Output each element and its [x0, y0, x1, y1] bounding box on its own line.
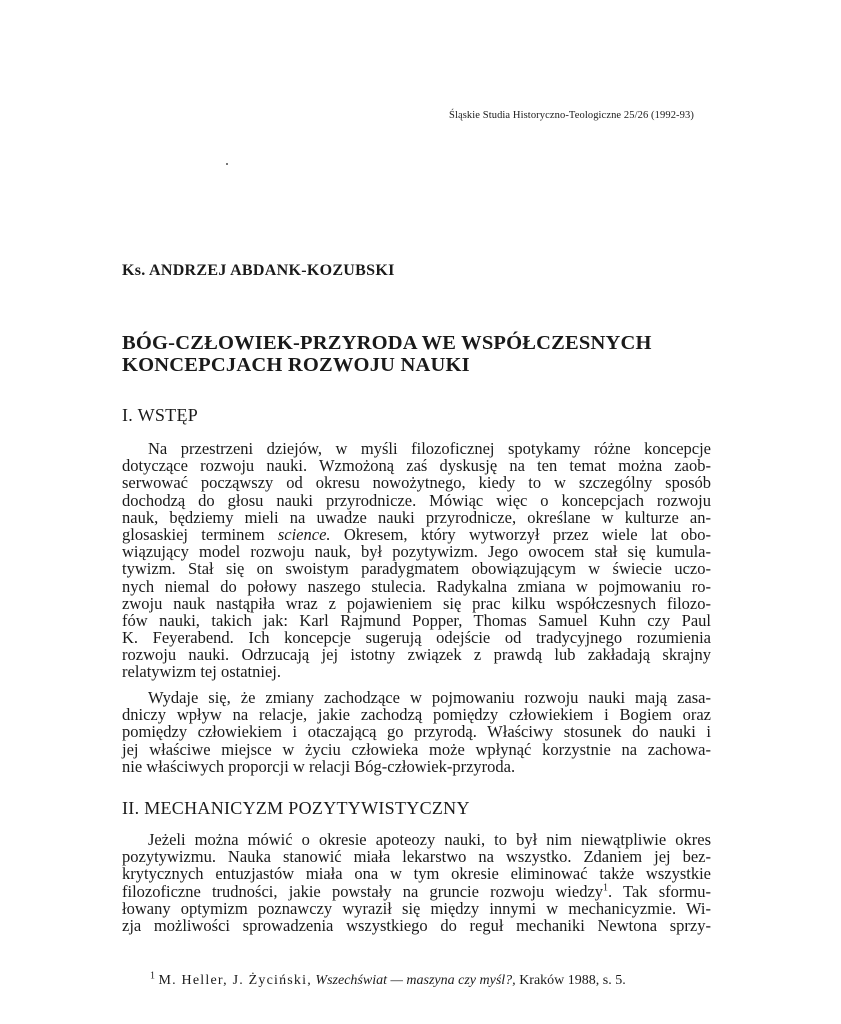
- text-line: relatywizm tej ostatniej.: [122, 662, 281, 682]
- text-line: Wydaje się, że zmiany zachodzące w pojmowaniu rozwoju nauki mają zasa-: [148, 688, 711, 707]
- text-line: zwoju nauk nastąpiła wraz z pojawieniem się prac kilku współczesnych filozo-: [122, 593, 711, 613]
- scan-speck: [226, 163, 228, 165]
- text-line: Jeżeli można mówić o okresie apoteozy nauki, to był nim niewątpliwie okres: [148, 830, 711, 849]
- text-line: nauk, będziemy mieli na uwadze nauki przyrodnicze, określane w kulturze an-: [122, 507, 711, 527]
- text-line: [122, 883, 711, 900]
- text-line: pozytywizmu. Nauka stanowić miała lekarstwo na wszystko. Zdaniem jej bez-: [122, 847, 711, 867]
- paragraph-intro-2: [122, 689, 711, 775]
- text-fragment: Okresem, który wytworzył przez wiele lat obo-: [330, 524, 711, 544]
- text-line: jej właściwe miejsce w życiu człowieka może wpłynąć korzystnie na zachowa-: [122, 739, 711, 759]
- author-name: Ks. ANDRZEJ ABDANK-KOZUBSKI: [122, 262, 395, 279]
- text-line: pomiędzy człowiekiem i otaczającą go przyrodą. Właściwy stosunek do nauki i: [122, 722, 711, 742]
- text-line: krytycznych entuzjastów miała ona w tym okresie eliminować także wszystkie: [122, 864, 711, 884]
- journal-header: Śląskie Studia Historyczno-Teologiczne 25/26 (1992-93): [449, 110, 694, 121]
- text-line: serwować począwszy od okresu nowożytnego, kiedy to w szczególny sposób: [122, 473, 711, 493]
- title-line-2: KONCEPCJACH ROZWOJU NAUKI: [122, 354, 470, 376]
- text-fragment: . Tak sformu-: [608, 881, 711, 901]
- text-line: dochodzą do głosu nauki przyrodnicze. Mówiąc więc o koncepcjach rozwoju: [122, 490, 711, 510]
- article-title: [122, 332, 652, 376]
- text-line: nych niemal do połowy naszego stulecia. Radykalna zmiana w pojmowaniu ro-: [122, 576, 711, 596]
- text-line: Na przestrzeni dziejów, w myśli filozoficznej spotykamy różne koncepcje: [148, 439, 711, 458]
- footnote: [150, 970, 626, 989]
- paragraph-intro-1: [122, 440, 711, 681]
- text-line: rozwoju nauki. Odrzucają jej istotny związek z prawdą lub zakładają skrajny: [122, 645, 711, 665]
- text-line: K. Feyerabend. Ich koncepcje sugerują odejście od tradycyjnego rozumienia: [122, 628, 711, 648]
- text-line: [122, 526, 711, 543]
- text-line: dniczy wpływ na relacje, jakie zachodzą pomiędzy człowiekiem i Bogiem oraz: [122, 705, 711, 725]
- text-line: dotyczące rozwoju nauki. Wzmożoną zaś dyskusję na ten temat można zaob-: [122, 456, 711, 476]
- emphasis-science: science.: [277, 524, 331, 544]
- footnote-authors: M. Heller, J. Życiński,: [158, 973, 312, 988]
- text-line: wiązujący model rozwoju nauk, był pozytywizm. Jego owocem stał się kumula-: [122, 542, 711, 562]
- footnote-work-title: Wszechświat — maszyna czy myśl?,: [315, 973, 516, 988]
- text-line: tywizm. Stał się on swoistym paradygmatem obowiązującym w świecie uczo-: [122, 559, 711, 579]
- section-heading-intro: I. WSTĘP: [122, 405, 199, 425]
- title-line-1: BÓG-CZŁOWIEK-PRZYRODA WE WSPÓŁCZESNYCH: [122, 332, 652, 354]
- footnote-publication: Kraków 1988, s. 5.: [515, 973, 626, 988]
- paragraph-mechanicism-1: [122, 831, 711, 934]
- footnote-ref[interactable]: 1: [603, 882, 609, 894]
- text-line: zja możliwości sprowadzenia wszystkiego do reguł mechaniki Newtona sprzy-: [122, 915, 711, 935]
- footnote-number: 1: [150, 970, 155, 982]
- text-line: nie właściwych proporcji w relacji Bóg-człowiek-przyroda.: [122, 756, 516, 776]
- text-line: łowany optymizm poznawczy wyraził się między innymi w mechanicyzmie. Wi-: [122, 898, 711, 918]
- text-fragment: filozoficzne trudności, jakie powstały na gruncie rozwoju wiedzy: [122, 881, 604, 901]
- section-heading-mechanicism: II. MECHANICYZM POZYTYWISTYCZNY: [122, 798, 470, 818]
- text-fragment: glosaskiej terminem: [122, 524, 278, 544]
- text-line: fów nauki, takich jak: Karl Rajmund Popper, Thomas Samuel Kuhn czy Paul: [122, 610, 711, 630]
